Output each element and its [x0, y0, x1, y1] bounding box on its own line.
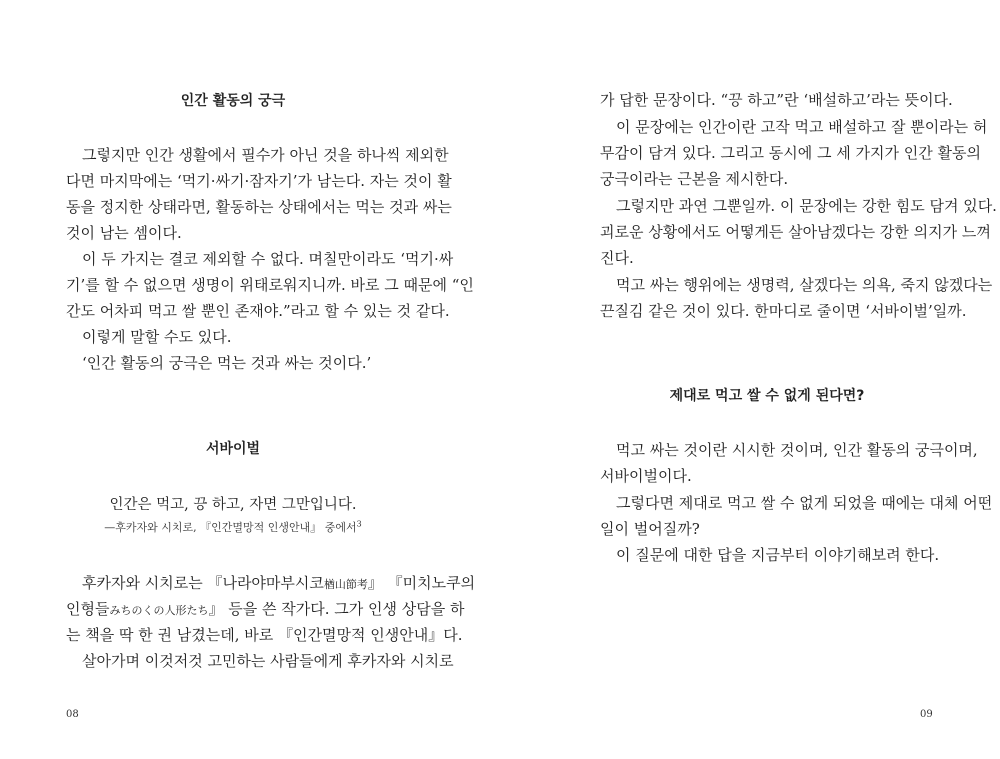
text-line: 가 답한 문장이다. “끙 하고”란 ‘배설하고’라는 뜻이다.	[600, 91, 953, 109]
original-title: みちのくの人形たち	[109, 604, 209, 617]
text-line: 다면 마지막에는 ‘먹기·싸기·잠자기’가 남는다. 자는 것이 활	[66, 172, 452, 190]
text-span: 』 등을 쓴 작가다. 그가 인생 상담을 하	[208, 600, 465, 618]
footnote-marker: 3	[356, 519, 362, 529]
text-line: 그렇다면 제대로 먹고 쌀 수 없게 되었을 때에는 대체 어떤	[616, 494, 993, 512]
text-line: 서바이벌이다.	[600, 467, 692, 485]
citation-text: —후카자와 시치로, 『인간멸망적 인생안내』 중에서	[104, 521, 357, 534]
page-number: 09	[920, 709, 933, 720]
text-line: 괴로운 상황에서도 어떻게든 살아남겠다는 강한 의지가 느껴	[600, 223, 991, 241]
text-line: 끈질김 같은 것이 있다. 한마디로 줄이면 ‘서바이벌’일까.	[600, 302, 967, 320]
text-line: 이 질문에 대한 답을 지금부터 이야기해보려 한다.	[616, 546, 940, 564]
text-span: 』 『미치노쿠의	[367, 574, 476, 592]
epigraph-citation	[66, 519, 400, 535]
right-page	[500, 0, 1000, 759]
section-heading-cannot-eat: 제대로 먹고 쌀 수 없게 된다면?	[669, 388, 865, 404]
text-line	[66, 573, 476, 595]
epigraph-quote: 인간은 먹고, 끙 하고, 자면 그만입니다.	[109, 497, 357, 513]
text-line: 살아가며 이것저것 고민하는 사람들에게 후카자와 시치로	[82, 652, 454, 670]
text-line: 것이 남는 셈이다.	[66, 224, 182, 242]
original-title: 楢山節考	[323, 578, 368, 591]
text-line: 는 책을 딱 한 권 남겼는데, 바로 『인간멸망적 인생안내』다.	[66, 626, 463, 644]
text-line: 먹고 싸는 행위에는 생명력, 살겠다는 의욕, 죽지 않겠다는	[616, 276, 993, 294]
text-span: 인형들	[66, 600, 110, 618]
text-span: 후카자와 시치로는 『나라야마부시코	[82, 574, 324, 592]
text-line: 먹고 싸는 것이란 시시한 것이며, 인간 활동의 궁극이며,	[616, 441, 978, 459]
section-heading-survival: 서바이벌	[205, 441, 261, 457]
text-line	[66, 599, 465, 621]
text-line: 이렇게 말할 수도 있다.	[82, 328, 232, 346]
text-line: 이 두 가지는 결코 제외할 수 없다. 며칠만이라도 ‘먹기·싸	[82, 250, 454, 268]
text-line: 무감이 담겨 있다. 그리고 동시에 그 세 가지가 인간 활동의	[600, 144, 981, 162]
text-line: 동을 정지한 상태라면, 활동하는 상태에서는 먹는 것과 싸는	[66, 198, 452, 216]
text-line: 이 문장에는 인간이란 고작 먹고 배설하고 잘 뿐이라는 허	[616, 118, 988, 136]
text-line: ‘인간 활동의 궁극은 먹는 것과 싸는 것이다.’	[82, 354, 372, 372]
text-line: 궁극이라는 근본을 제시한다.	[600, 170, 789, 188]
text-line: 진다.	[600, 249, 634, 267]
text-line: 기’를 할 수 없으면 생명이 위태로워지니까. 바로 그 때문에 “인	[66, 276, 474, 294]
text-line: 간도 어차피 먹고 쌀 뿐인 존재야.”라고 할 수 있는 것 같다.	[66, 302, 450, 320]
text-line: 그렇지만 인간 생활에서 필수가 아닌 것을 하나씩 제외한	[82, 146, 449, 164]
text-line: 일이 벌어질까?	[600, 520, 700, 538]
section-heading-ultimate: 인간 활동의 궁극	[180, 93, 286, 109]
text-line: 그렇지만 과연 그뿐일까. 이 문장에는 강한 힘도 담겨 있다.	[616, 197, 997, 215]
page-number: 08	[66, 709, 79, 720]
